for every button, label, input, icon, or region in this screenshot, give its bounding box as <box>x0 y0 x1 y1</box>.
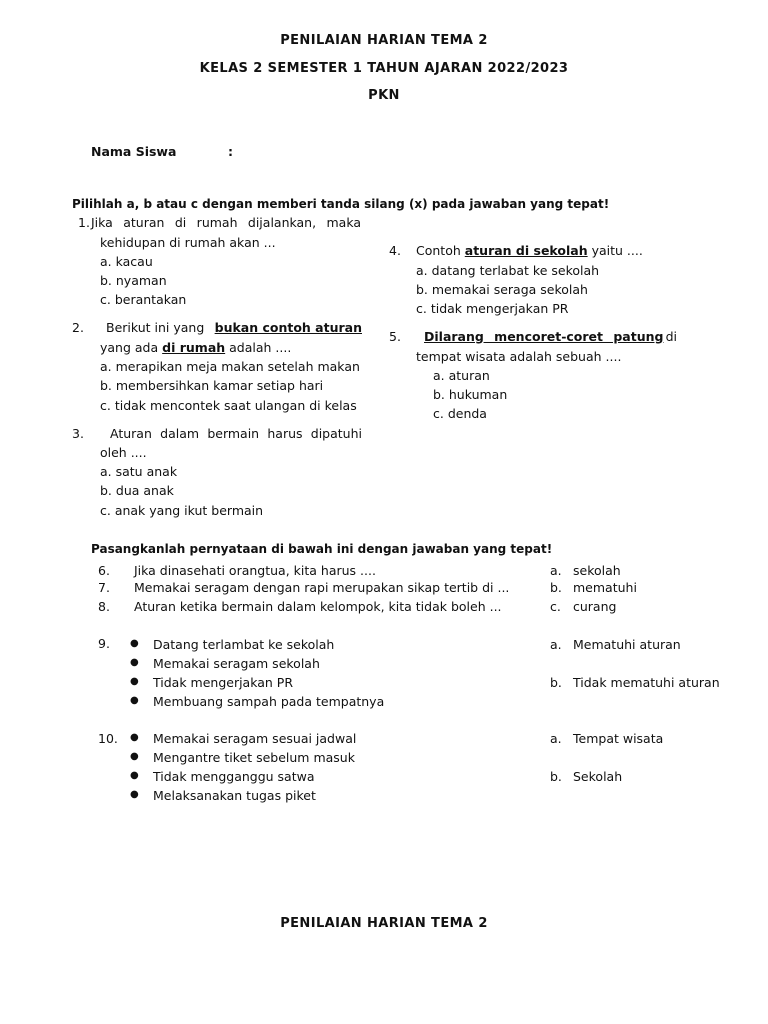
option-a: a. kacau <box>100 254 153 269</box>
subject-label: PKN <box>368 88 400 103</box>
emphasis-text: bukan contoh aturan <box>214 320 362 335</box>
bullet-icon: ● <box>130 789 139 800</box>
statement-text: Aturan ketika bermain dalam kelompok, kita tidak boleh ... <box>134 599 502 614</box>
option-b: b. nyaman <box>100 273 167 288</box>
question-text-plain: yang ada <box>100 340 159 355</box>
question-text-plain: yaitu .... <box>591 243 643 258</box>
question-number: 10. <box>98 731 118 746</box>
option-a: a. satu anak <box>100 464 178 479</box>
bullet-item: Tidak mengganggu satwa <box>153 769 315 784</box>
question-text: tempat wisata adalah sebuah .... <box>416 349 622 364</box>
option-b: b. membersihkan kamar setiap hari <box>100 378 324 393</box>
question-number: 9. <box>98 636 110 651</box>
question-number: 6. <box>98 563 110 578</box>
bullet-icon: ● <box>130 770 139 781</box>
question-number: 1. <box>78 215 90 230</box>
answer-text: Mematuhi aturan <box>573 637 681 652</box>
answer-letter: b. <box>550 580 562 595</box>
section2-instruction: Pasangkanlah pernyataan di bawah ini dengan jawaban yang tepat! <box>91 542 553 556</box>
option-b: b. dua anak <box>100 483 174 498</box>
question-number: 8. <box>98 599 110 614</box>
question-text-plain: di <box>665 329 677 344</box>
answer-text: sekolah <box>573 563 621 578</box>
bullet-item: Datang terlambat ke sekolah <box>153 637 335 652</box>
option-c: c. anak yang ikut bermain <box>100 503 264 518</box>
bullet-item: Membuang sampah pada tempatnya <box>153 694 385 709</box>
next-page-title: PENILAIAN HARIAN TEMA 2 <box>280 916 488 931</box>
question-number: 2. <box>72 320 84 335</box>
bullet-icon: ● <box>130 676 139 687</box>
answer-text: Sekolah <box>573 769 623 784</box>
student-name-label: Nama Siswa <box>91 144 177 159</box>
question-text: Aturan dalam bermain harus dipatuhi <box>110 426 362 441</box>
option-b: b. hukuman <box>433 387 508 402</box>
bullet-item: Mengantre tiket sebelum masuk <box>153 750 355 765</box>
emphasis-text: aturan di sekolah <box>464 243 588 258</box>
option-a: a. datang terlabat ke sekolah <box>416 263 600 278</box>
emphasis-text: Dilarang mencoret-coret patung <box>424 329 664 344</box>
question-text <box>100 318 362 338</box>
answer-letter: b. <box>550 675 562 690</box>
option-c: c. tidak mengerjakan PR <box>416 301 569 316</box>
bullet-icon: ● <box>130 751 139 762</box>
bullet-item: Memakai seragam sesuai jadwal <box>153 731 357 746</box>
answer-text: Tempat wisata <box>573 731 664 746</box>
option-c: c. denda <box>433 406 487 421</box>
bullet-icon: ● <box>130 638 139 649</box>
answer-letter: a. <box>550 563 562 578</box>
question-text-plain: Berikut ini yang <box>106 320 205 335</box>
question-number: 5. <box>389 329 401 344</box>
question-number: 4. <box>389 243 401 258</box>
question-number: 7. <box>98 580 110 595</box>
option-a: a. aturan <box>433 368 490 383</box>
question-text-plain: Contoh <box>416 243 461 258</box>
student-name-colon: : <box>228 144 233 159</box>
answer-letter: c. <box>550 599 561 614</box>
option-c: c. berantakan <box>100 292 187 307</box>
bullet-icon: ● <box>130 695 139 706</box>
emphasis-text: di rumah <box>162 340 226 355</box>
option-c: c. tidak mencontek saat ulangan di kelas <box>100 398 357 413</box>
bullet-item: Tidak mengerjakan PR <box>153 675 294 690</box>
question-text: kehidupan di rumah akan ... <box>100 235 276 250</box>
question-text <box>416 241 643 261</box>
answer-text: Tidak mematuhi aturan <box>573 675 720 690</box>
question-text: oleh .... <box>100 445 147 460</box>
question-text <box>424 327 677 347</box>
class-line: KELAS 2 SEMESTER 1 TAHUN AJARAN 2022/2023 <box>199 61 569 76</box>
page-title: PENILAIAN HARIAN TEMA 2 <box>280 33 488 48</box>
statement-text: Memakai seragam dengan rapi merupakan sikap tertib di ... <box>134 580 510 595</box>
answer-letter: a. <box>550 731 562 746</box>
bullet-item: Melaksanakan tugas piket <box>153 788 316 803</box>
question-text <box>100 338 291 358</box>
option-a: a. merapikan meja makan setelah makan <box>100 359 360 374</box>
bullet-icon: ● <box>130 732 139 743</box>
answer-letter: b. <box>550 769 562 784</box>
answer-text: curang <box>573 599 617 614</box>
answer-text: mematuhi <box>573 580 637 595</box>
question-text: Jika aturan di rumah dijalankan, maka <box>91 215 361 230</box>
option-b: b. memakai seraga sekolah <box>416 282 588 297</box>
bullet-item: Memakai seragam sekolah <box>153 656 320 671</box>
statement-text: Jika dinasehati orangtua, kita harus .... <box>134 563 376 578</box>
answer-letter: a. <box>550 637 562 652</box>
section1-instruction: Pilihlah a, b atau c dengan memberi tanda silang (x) pada jawaban yang tepat! <box>72 197 610 211</box>
bullet-icon: ● <box>130 657 139 668</box>
question-text-plain: adalah .... <box>229 340 292 355</box>
question-number: 3. <box>72 426 84 441</box>
